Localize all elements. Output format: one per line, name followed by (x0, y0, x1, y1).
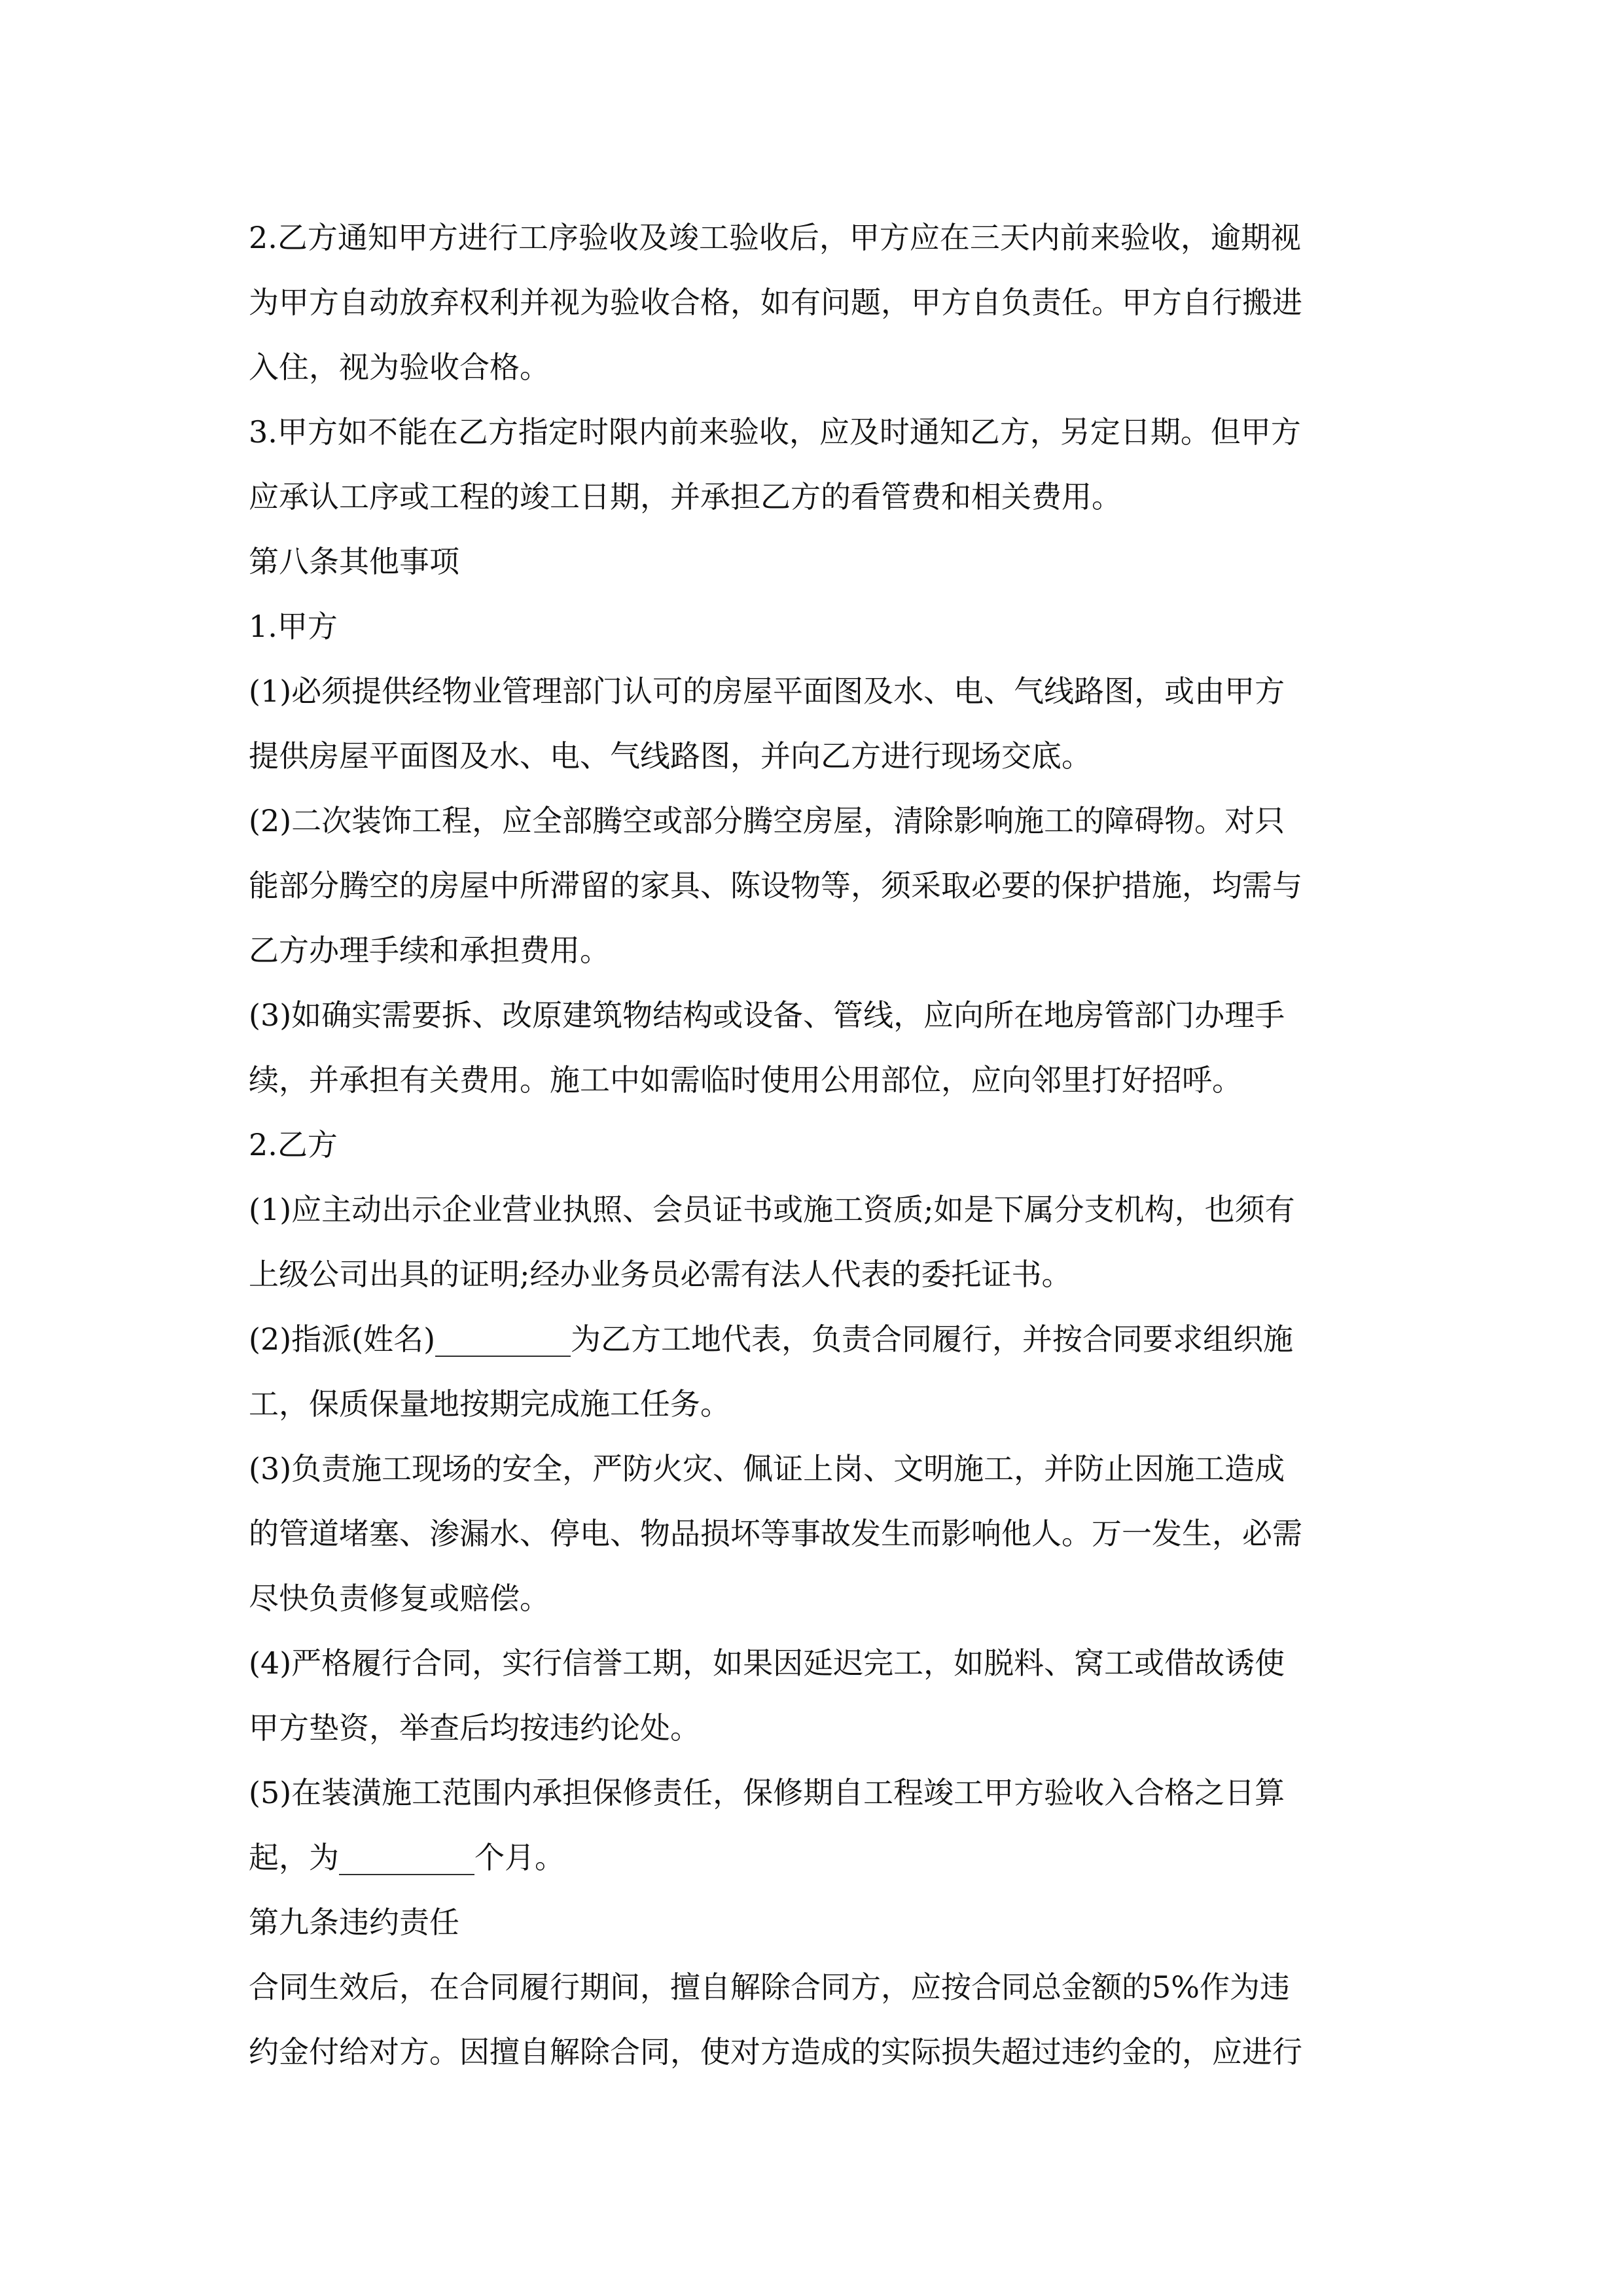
text-line: 约金付给对方。因擅自解除合同，使对方造成的实际损失超过违约金的，应进行 (249, 2034, 1302, 2070)
text-line: 甲方垫资，举查后均按违约论处。 (249, 1710, 700, 1746)
text-line: (3)如确实需要拆、改原建筑物结构或设备、管线，应向所在地房管部门办理手 (249, 997, 1285, 1033)
text-line: 3.甲方如不能在乙方指定时限内前来验收，应及时通知乙方，另定日期。但甲方 (249, 414, 1301, 450)
text-line: 2.乙方通知甲方进行工序验收及竣工验收后，甲方应在三天内前来验收，逾期视 (249, 220, 1301, 255)
text-line: (3)负责施工现场的安全，严防火灾、佩证上岗、文明施工，并防止因施工造成 (249, 1451, 1285, 1486)
subsection-heading: 2.乙方 (249, 1127, 338, 1162)
subsection-heading: 1.甲方 (249, 609, 338, 644)
text-line: 尽快负责修复或赔偿。 (249, 1581, 550, 1616)
text-line: 上级公司出具的证明;经办业务员必需有法人代表的委托证书。 (249, 1257, 1072, 1292)
text-line: (1)必须提供经物业管理部门认可的房屋平面图及水、电、气线路图，或由甲方 (249, 673, 1285, 709)
text-line: 续，并承担有关费用。施工中如需临时使用公用部位，应向邻里打好招呼。 (249, 1062, 1242, 1098)
text-line: 工，保质保量地按期完成施工任务。 (249, 1386, 730, 1422)
text-line: (2)二次装饰工程，应全部腾空或部分腾空房屋，清除影响施工的障碍物。对只 (249, 803, 1285, 838)
text-line: (2)指派(姓名)_________为乙方工地代表，负责合同履行，并按合同要求组织施 (249, 1321, 1294, 1357)
text-line: 能部分腾空的房屋中所滞留的家具、陈设物等，须采取必要的保护措施，均需与 (249, 868, 1302, 903)
text-line: 提供房屋平面图及水、电、气线路图，并向乙方进行现场交底。 (249, 738, 1092, 774)
text-line: (1)应主动出示企业营业执照、会员证书或施工资质;如是下属分支机构，也须有 (249, 1192, 1295, 1227)
text-line: 合同生效后，在合同履行期间，擅自解除合同方，应按合同总金额的5%作为违 (249, 1969, 1290, 2005)
text-line: 为甲方自动放弃权利并视为验收合格，如有问题，甲方自负责任。甲方自行搬进 (249, 285, 1302, 320)
text-line: 的管道堵塞、渗漏水、停电、物品损坏等事故发生而影响他人。万一发生，必需 (249, 1516, 1302, 1551)
text-line: 应承认工序或工程的竣工日期，并承担乙方的看管费和相关费用。 (249, 479, 1122, 514)
text-line: 入住，视为验收合格。 (249, 350, 550, 385)
text-line: (5)在装潢施工范围内承担保修责任，保修期自工程竣工甲方验收入合格之日算 (249, 1775, 1285, 1810)
text-line: (4)严格履行合同，实行信誉工期，如果因延迟完工，如脱料、窝工或借故诱使 (249, 1645, 1285, 1681)
text-line: 起，为_________个月。 (249, 1840, 565, 1875)
document-body (249, 206, 1374, 2085)
section-heading: 第八条其他事项 (249, 544, 459, 579)
section-heading: 第九条违约责任 (249, 1905, 459, 1940)
text-line: 乙方办理手续和承担费用。 (249, 933, 610, 968)
